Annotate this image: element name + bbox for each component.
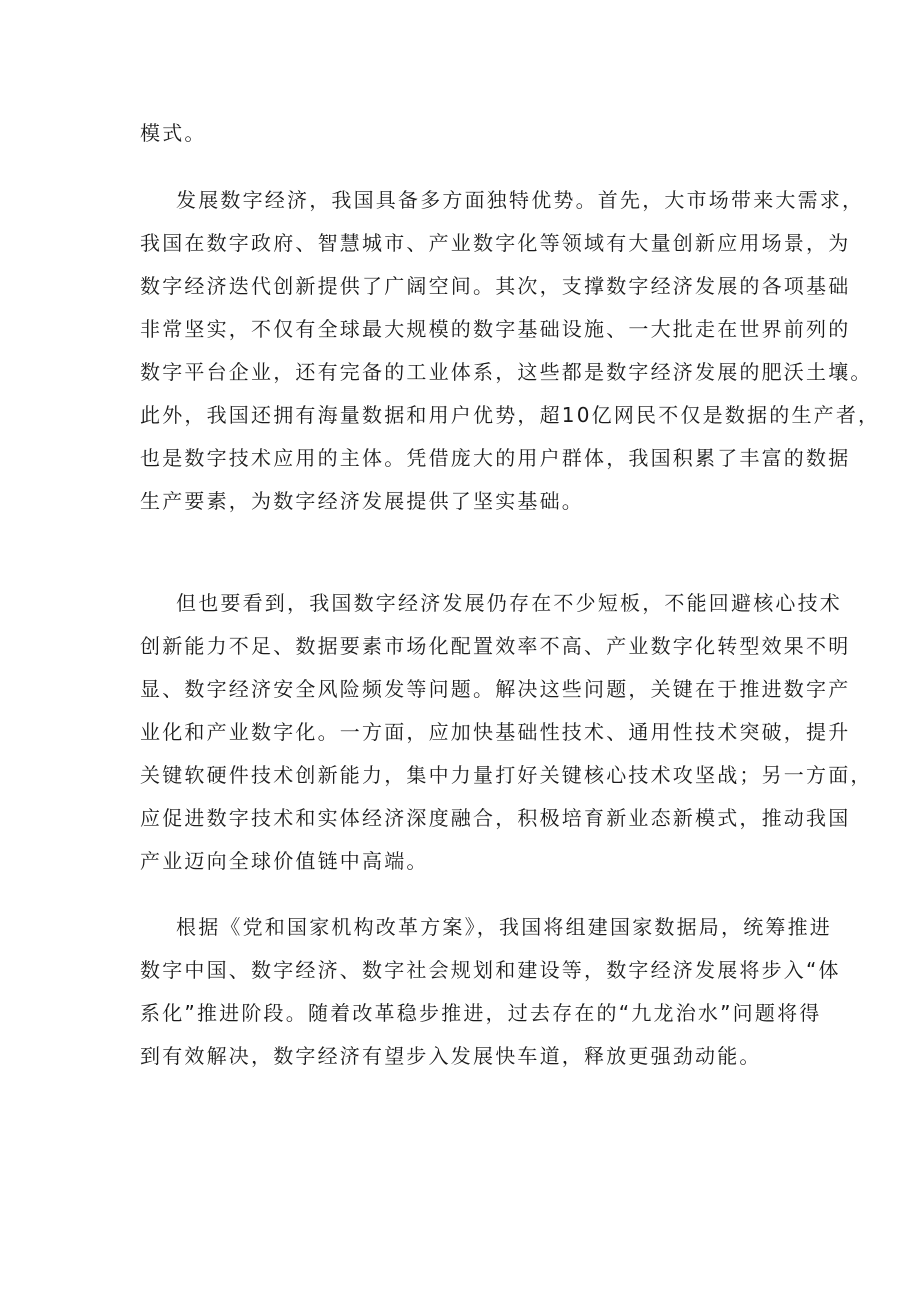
paragraph-advantages: [140, 179, 881, 566]
paragraph-line: 创新能力不足、数据要素市场化配置效率不高、产业数字化转型效果不明: [140, 634, 851, 658]
paragraph-line: 数字中国、数字经济、数字社会规划和建设等，数字经济发展将步入“体: [140, 958, 841, 982]
paragraph-line: 但也要看到，我国数字经济发展仍存在不少短板，不能回避核心技术: [176, 591, 842, 615]
paragraph-line: 到有效解决，数字经济有望步入发展快车道，释放更强劲动能。: [140, 1044, 762, 1068]
paragraph-line: 数字平台企业，还有完备的工业体系，这些都是数字经济发展的肥沃土壤。: [140, 360, 873, 384]
paragraph-line: 我国在数字政府、智慧城市、产业数字化等领域有大量创新应用场景，为: [140, 231, 851, 255]
paragraph-line: 模式。: [140, 121, 207, 145]
paragraph-line: 系化”推进阶段。随着改革稳步推进，过去存在的“九龙治水”问题将得: [140, 1001, 822, 1025]
paragraph-line: 此外，我国还拥有海量数据和用户优势，超10亿网民不仅是数据的生产者，: [140, 403, 881, 427]
paragraph-line: 显、数字经济安全风险频发等问题。解决这些问题，关键在于推进数字产: [140, 677, 851, 701]
paragraph-line: 应促进数字技术和实体经济深度融合，积极培育新业态新模式，推动我国: [140, 806, 851, 830]
paragraph-reform: [140, 906, 841, 1078]
paragraph-line: 也是数字技术应用的主体。凭借庞大的用户群体，我国积累了丰富的数据: [140, 446, 851, 470]
paragraph-line: 生产要素，为数字经济发展提供了坚实基础。: [140, 489, 584, 513]
paragraph-continuation: [140, 112, 790, 155]
paragraph-line: 发展数字经济，我国具备多方面独特优势。首先，大市场带来大需求，: [176, 188, 865, 212]
paragraph-line: 产业迈向全球价值链中高端。: [140, 849, 429, 873]
paragraph-line: [140, 523, 790, 566]
paragraph-shortcomings: [140, 582, 873, 883]
paragraph-line: 根据《党和国家机构改革方案》，我国将组建国家数据局，统筹推进: [176, 915, 832, 939]
paragraph-line: 数字经济迭代创新提供了广阔空间。其次，支撑数字经济发展的各项基础: [140, 274, 851, 298]
paragraph-line: 关键软硬件技术创新能力，集中力量打好关键核心技术攻坚战；另一方面，: [140, 763, 873, 787]
paragraph-line: 非常坚实，不仅有全球最大规模的数字基础设施、一大批走在世界前列的: [140, 317, 851, 341]
paragraph-line: 业化和产业数字化。一方面，应加快基础性技术、通用性技术突破，提升: [140, 720, 851, 744]
